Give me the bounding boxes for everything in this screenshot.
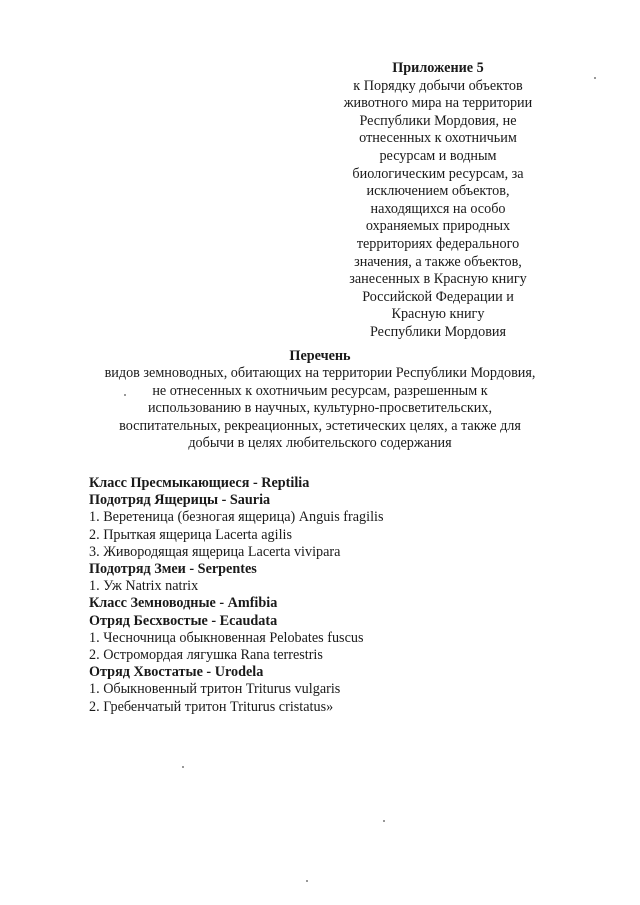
appendix-line: территориях федерального (356, 235, 520, 252)
appendix-line: животного мира на территории (343, 95, 533, 112)
appendix-line: Красную книгу (391, 306, 485, 323)
appendix-line: отнесенных к охотничьим (359, 130, 517, 147)
scan-speck (306, 880, 308, 882)
suborder-heading: Подотряд Ящерицы - Sauria (89, 492, 271, 509)
species-item: 2. Гребенчатый тритон Triturus cristatus» (89, 698, 334, 715)
suborder-heading: Подотряд Змеи - Serpentes (89, 561, 257, 578)
list-description-line: использованию в научных, культурно-просветительских, (147, 400, 493, 417)
species-item: 2. Прыткая ящерица Lacerta agilis (89, 526, 292, 543)
list-description-line: воспитательных, рекреационных, эстетических целях, а также для (119, 417, 521, 434)
appendix-line: занесенных в Красную книгу (349, 271, 527, 288)
appendix-line: значения, а также объектов, (354, 253, 522, 270)
appendix-line: к Порядку добычи объектов (353, 77, 523, 94)
appendix-line: ресурсам и водным (379, 147, 497, 164)
species-item: 2. Остромордая лягушка Rana terrestris (89, 647, 323, 664)
appendix-line: Российской Федерации и (362, 288, 514, 305)
species-item: 1. Уж Natrix natrix (89, 578, 199, 595)
appendix-header (320, 60, 556, 342)
scan-speck (124, 394, 126, 396)
species-item: 1. Чесночница обыкновенная Pelobates fuscus (89, 629, 364, 646)
list-description-line: видов земноводных, обитающих на территории Республики Мордовия, (104, 365, 536, 382)
scan-speck (594, 77, 596, 79)
scan-speck (383, 820, 385, 822)
appendix-line: Республики Мордовия, не (359, 112, 517, 129)
list-description-line: не отнесенных к охотничьим ресурсам, разрешенным к (152, 382, 488, 399)
scan-speck (182, 766, 184, 768)
species-item: 1. Обыкновенный тритон Triturus vulgaris (89, 681, 341, 698)
appendix-line: находящихся на особо (370, 200, 506, 217)
list-description-line: добычи в целях любительского содержания (188, 435, 452, 452)
appendix-line: охраняемых природных (365, 218, 511, 235)
list-title: Перечень (289, 348, 351, 364)
species-item: 1. Веретеница (безногая ящерица) Anguis fragilis (89, 509, 384, 526)
class-heading: Класс Земноводные - Amfibia (89, 595, 278, 612)
appendix-line: биологическим ресурсам, за (352, 165, 524, 182)
species-list (89, 475, 559, 716)
class-heading: Класс Пресмыкающиеся - Reptilia (89, 475, 310, 491)
species-item: 3. Живородящая ящерица Lacerta vivipara (89, 543, 341, 560)
appendix-line: Республики Мордовия (369, 323, 507, 340)
order-heading: Отряд Хвостатые - Urodela (89, 664, 264, 681)
appendix-title: Приложение 5 (392, 60, 484, 76)
order-heading: Отряд Бесхвостые - Ecaudata (89, 612, 278, 629)
appendix-line: исключением объектов, (366, 183, 510, 200)
list-heading (60, 348, 580, 452)
